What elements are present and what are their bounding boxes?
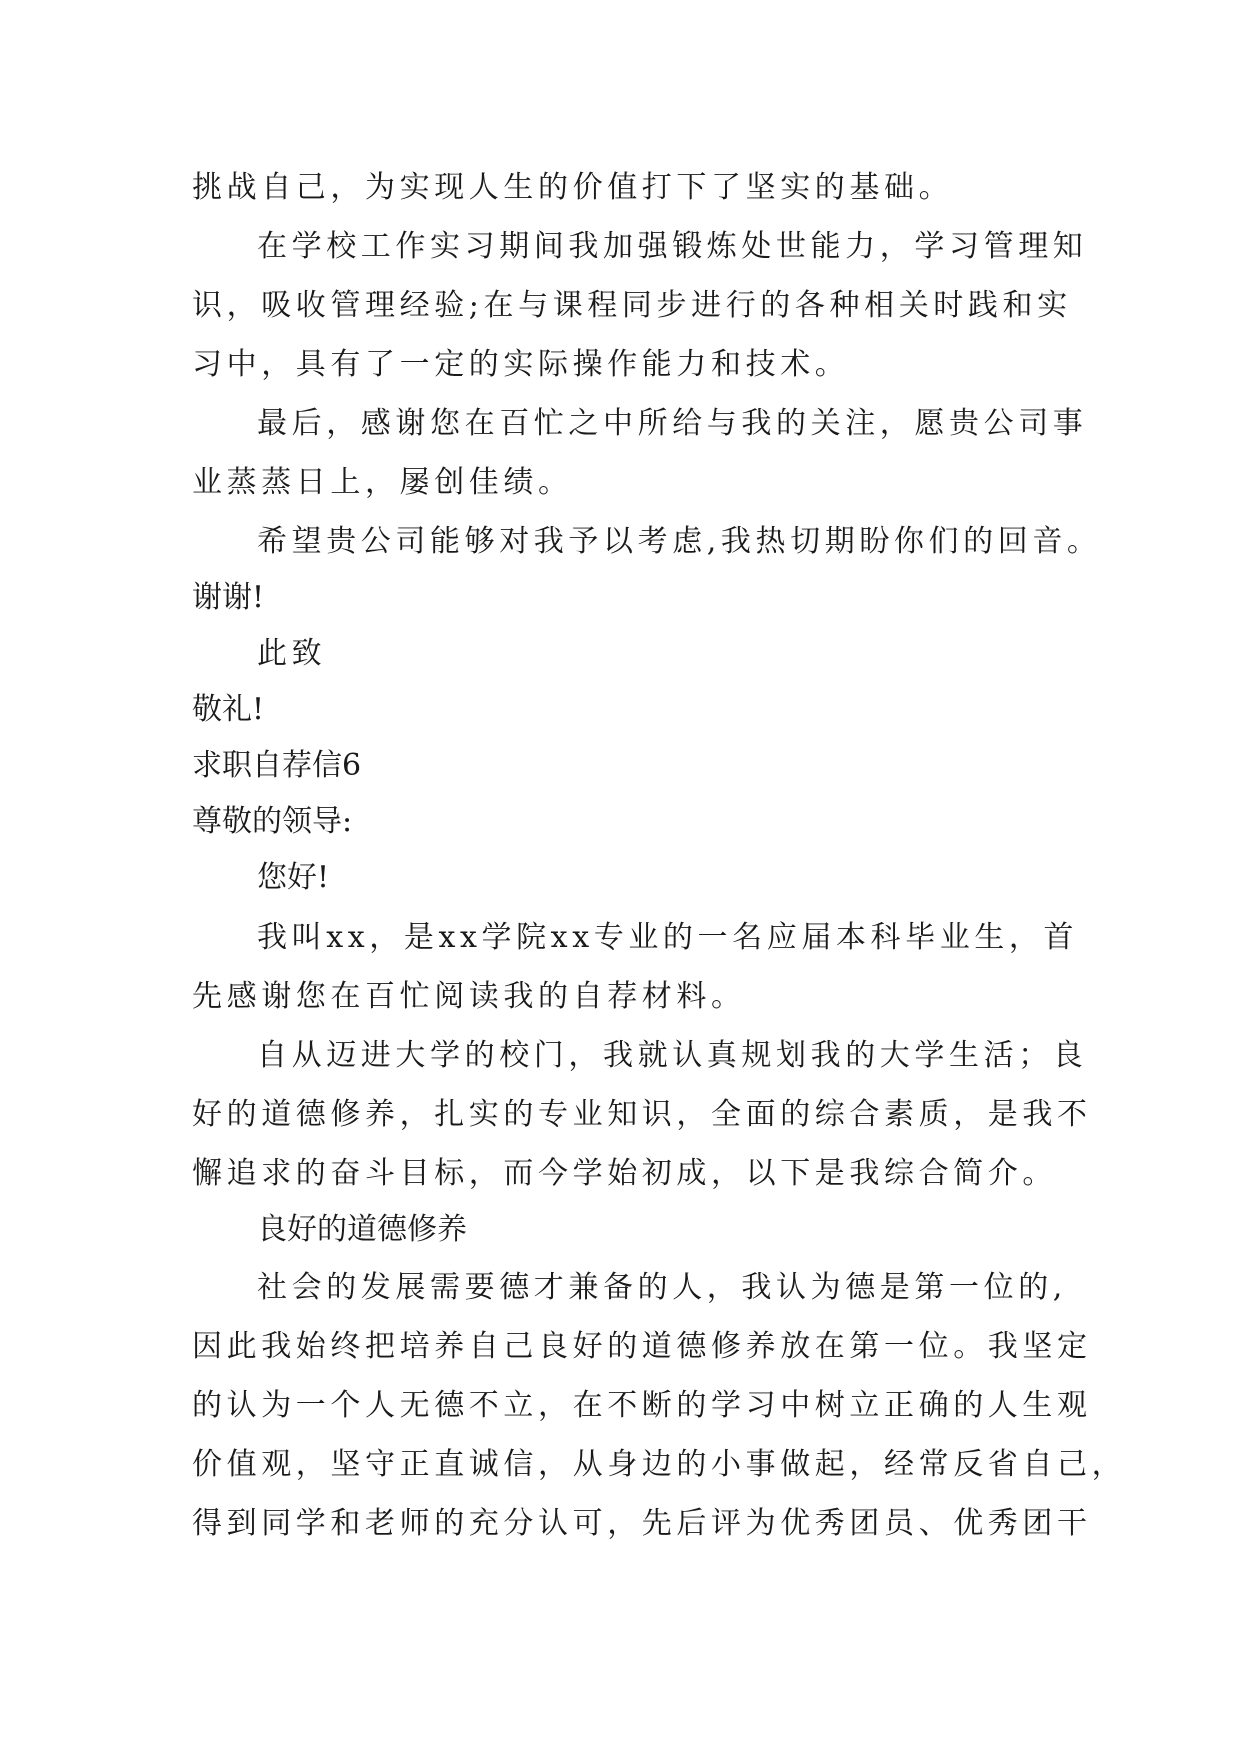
text-line: 习中，具有了一定的实际操作能力和技术。 [192,347,850,382]
section-title: 求职自荐信6 [192,748,362,783]
text-line: 先感谢您在百忙阅读我的自荐材料。 [192,979,746,1014]
text-line: 业蒸蒸日上，屡创佳绩。 [192,465,573,500]
subheading: 良好的道德修养 [257,1212,467,1247]
thanks-line: 谢谢! [192,580,265,615]
text-line: 好的道德修养，扎实的专业知识，全面的综合素质，是我不 [192,1097,1092,1132]
paragraph-start: 最后，感谢您在百忙之中所给与我的关注，愿贵公司事 [257,406,1088,441]
text-line: 的认为一个人无德不立，在不断的学习中树立正确的人生观 [192,1388,1092,1423]
closing-regards: 敬礼! [192,692,265,727]
hello-line: 您好! [257,860,330,895]
paragraph-start: 希望贵公司能够对我予以考虑,我热切期盼你们的回音。 [257,524,1102,559]
paragraph-start: 社会的发展需要德才兼备的人，我认为德是第一位的, [257,1270,1067,1305]
text-line: 挑战自己，为实现人生的价值打下了坚实的基础。 [192,170,954,205]
closing-salutation: 此致 [257,636,327,671]
text-line: 价值观，坚守正直诚信，从身边的小事做起，经常反省自己， [192,1447,1127,1482]
paragraph-start: 在学校工作实习期间我加强锻炼处世能力，学习管理知 [257,229,1088,264]
paragraph-start: 自从迈进大学的校门，我就认真规划我的大学生活；良 [257,1038,1088,1073]
text-line: 得到同学和老师的充分认可，先后评为优秀团员、优秀团干 [192,1506,1092,1541]
text-line: 识，吸收管理经验;在与课程同步进行的各种相关时践和实 [192,288,1072,323]
text-line: 因此我始终把培养自己良好的道德修养放在第一位。我坚定 [192,1329,1092,1364]
paragraph-start: 我叫xx，是xx学院xx专业的一名应届本科毕业生，首 [257,920,1079,955]
recipient-greeting: 尊敬的领导: [192,804,353,839]
text-line: 懈追求的奋斗目标，而今学始初成，以下是我综合简介。 [192,1156,1057,1191]
